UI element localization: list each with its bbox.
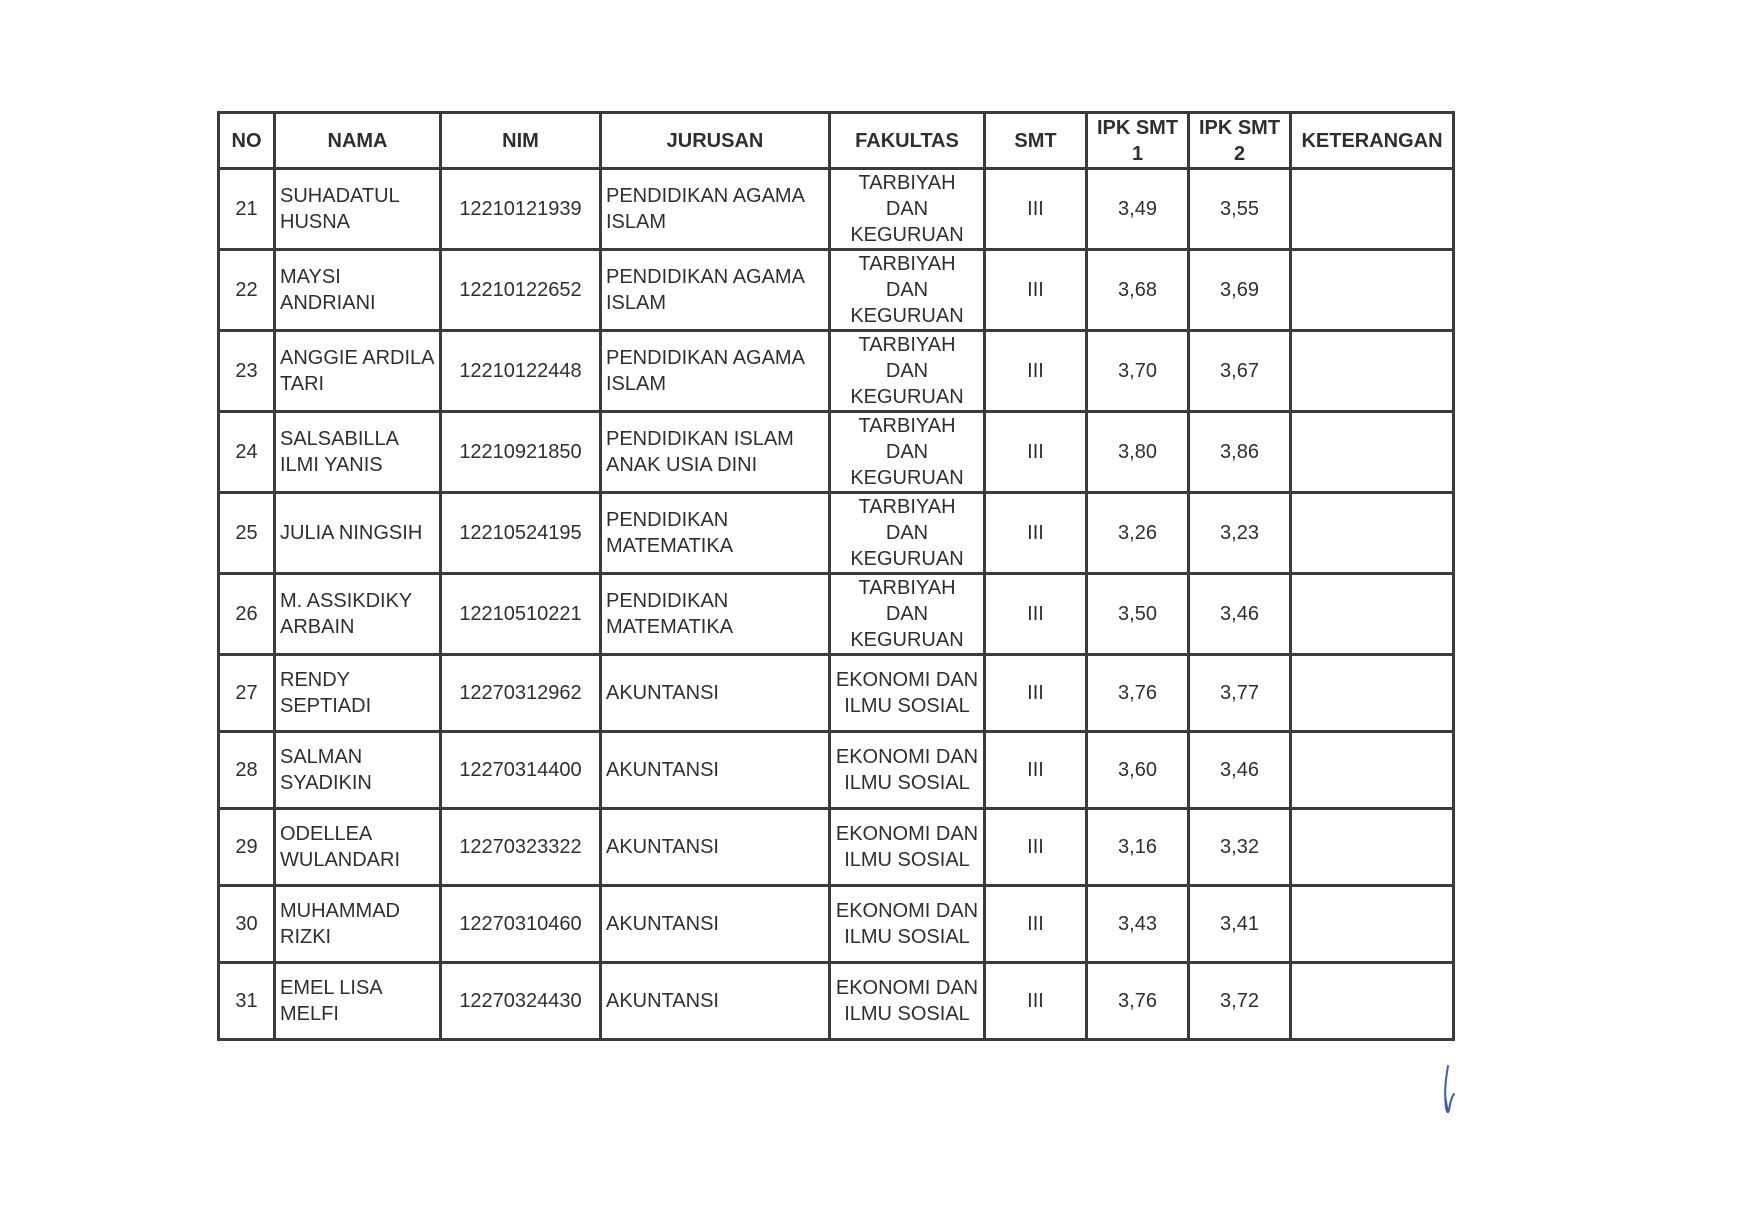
table-header xyxy=(219,113,1454,169)
cell-fakultas: TARBIYAH DAN KEGURUAN xyxy=(830,169,985,250)
header-nama: NAMA xyxy=(275,113,441,169)
header-smt: SMT xyxy=(985,113,1087,169)
cell-ipk-smt-1: 3,43 xyxy=(1087,886,1189,963)
cell-jurusan: PENDIDIKAN AGAMA ISLAM xyxy=(601,169,830,250)
cell-nama: SALMAN SYADIKIN xyxy=(275,732,441,809)
header-jurusan: JURUSAN xyxy=(601,113,830,169)
cell-nim: 12210122652 xyxy=(441,250,601,331)
cell-smt: III xyxy=(985,732,1087,809)
cell-keterangan xyxy=(1291,331,1454,412)
header-fakultas: FAKULTAS xyxy=(830,113,985,169)
cell-no: 25 xyxy=(219,493,275,574)
header-nim: NIM xyxy=(441,113,601,169)
cell-nim: 12270310460 xyxy=(441,886,601,963)
cell-smt: III xyxy=(985,412,1087,493)
cell-ipk-smt-1: 3,60 xyxy=(1087,732,1189,809)
cell-jurusan: PENDIDIKAN AGAMA ISLAM xyxy=(601,331,830,412)
cell-ipk-smt-2: 3,72 xyxy=(1189,963,1291,1040)
cell-no: 22 xyxy=(219,250,275,331)
cell-fakultas: TARBIYAH DAN KEGURUAN xyxy=(830,574,985,655)
header-ipk-smt-1: IPK SMT 1 xyxy=(1087,113,1189,169)
cell-smt: III xyxy=(985,250,1087,331)
table-row xyxy=(219,169,1454,250)
cell-ipk-smt-1: 3,76 xyxy=(1087,655,1189,732)
cell-ipk-smt-2: 3,41 xyxy=(1189,886,1291,963)
cell-ipk-smt-2: 3,46 xyxy=(1189,574,1291,655)
cell-no: 28 xyxy=(219,732,275,809)
cell-ipk-smt-2: 3,55 xyxy=(1189,169,1291,250)
cell-no: 21 xyxy=(219,169,275,250)
table-body xyxy=(219,169,1454,1040)
cell-keterangan xyxy=(1291,732,1454,809)
cell-ipk-smt-1: 3,49 xyxy=(1087,169,1189,250)
cell-smt: III xyxy=(985,574,1087,655)
cell-nama: EMEL LISA MELFI xyxy=(275,963,441,1040)
cell-keterangan xyxy=(1291,412,1454,493)
cell-no: 24 xyxy=(219,412,275,493)
cell-smt: III xyxy=(985,655,1087,732)
handwritten-initial-mark xyxy=(1434,1064,1462,1116)
cell-ipk-smt-1: 3,26 xyxy=(1087,493,1189,574)
cell-nama: JULIA NINGSIH xyxy=(275,493,441,574)
cell-ipk-smt-1: 3,50 xyxy=(1087,574,1189,655)
cell-nama: MUHAMMAD RIZKI xyxy=(275,886,441,963)
header-no: NO xyxy=(219,113,275,169)
cell-smt: III xyxy=(985,963,1087,1040)
table-row xyxy=(219,809,1454,886)
cell-smt: III xyxy=(985,809,1087,886)
cell-no: 30 xyxy=(219,886,275,963)
cell-keterangan xyxy=(1291,250,1454,331)
cell-fakultas: EKONOMI DAN ILMU SOSIAL xyxy=(830,963,985,1040)
cell-keterangan xyxy=(1291,574,1454,655)
cell-fakultas: EKONOMI DAN ILMU SOSIAL xyxy=(830,886,985,963)
cell-ipk-smt-2: 3,67 xyxy=(1189,331,1291,412)
cell-no: 23 xyxy=(219,331,275,412)
cell-jurusan: AKUNTANSI xyxy=(601,886,830,963)
cell-keterangan xyxy=(1291,169,1454,250)
cell-ipk-smt-1: 3,68 xyxy=(1087,250,1189,331)
cell-smt: III xyxy=(985,493,1087,574)
cell-keterangan xyxy=(1291,963,1454,1040)
cell-ipk-smt-1: 3,76 xyxy=(1087,963,1189,1040)
cell-keterangan xyxy=(1291,809,1454,886)
cell-jurusan: AKUNTANSI xyxy=(601,732,830,809)
cell-ipk-smt-1: 3,80 xyxy=(1087,412,1189,493)
cell-no: 29 xyxy=(219,809,275,886)
cell-fakultas: TARBIYAH DAN KEGURUAN xyxy=(830,412,985,493)
table-row xyxy=(219,331,1454,412)
cell-fakultas: TARBIYAH DAN KEGURUAN xyxy=(830,331,985,412)
cell-keterangan xyxy=(1291,655,1454,732)
cell-jurusan: PENDIDIKAN MATEMATIKA xyxy=(601,574,830,655)
cell-jurusan: PENDIDIKAN AGAMA ISLAM xyxy=(601,250,830,331)
cell-jurusan: PENDIDIKAN ISLAM ANAK USIA DINI xyxy=(601,412,830,493)
table-row xyxy=(219,732,1454,809)
cell-jurusan: AKUNTANSI xyxy=(601,809,830,886)
header-ipk-smt-2: IPK SMT 2 xyxy=(1189,113,1291,169)
cell-smt: III xyxy=(985,331,1087,412)
cell-fakultas: EKONOMI DAN ILMU SOSIAL xyxy=(830,809,985,886)
cell-nim: 12210122448 xyxy=(441,331,601,412)
cell-ipk-smt-1: 3,70 xyxy=(1087,331,1189,412)
cell-smt: III xyxy=(985,169,1087,250)
cell-nim: 12270314400 xyxy=(441,732,601,809)
cell-nim: 12270324430 xyxy=(441,963,601,1040)
header-keterangan: KETERANGAN xyxy=(1291,113,1454,169)
cell-jurusan: AKUNTANSI xyxy=(601,655,830,732)
cell-nim: 12210510221 xyxy=(441,574,601,655)
cell-ipk-smt-2: 3,23 xyxy=(1189,493,1291,574)
cell-ipk-smt-2: 3,86 xyxy=(1189,412,1291,493)
cell-ipk-smt-1: 3,16 xyxy=(1087,809,1189,886)
cell-jurusan: AKUNTANSI xyxy=(601,963,830,1040)
table-row xyxy=(219,886,1454,963)
cell-fakultas: TARBIYAH DAN KEGURUAN xyxy=(830,493,985,574)
cell-nama: MAYSI ANDRIANI xyxy=(275,250,441,331)
table-row xyxy=(219,493,1454,574)
cell-nama: SALSABILLA ILMI YANIS xyxy=(275,412,441,493)
cell-ipk-smt-2: 3,32 xyxy=(1189,809,1291,886)
cell-no: 27 xyxy=(219,655,275,732)
cell-nama: RENDY SEPTIADI xyxy=(275,655,441,732)
cell-jurusan: PENDIDIKAN MATEMATIKA xyxy=(601,493,830,574)
header-row xyxy=(219,113,1454,169)
cell-keterangan xyxy=(1291,886,1454,963)
cell-no: 26 xyxy=(219,574,275,655)
cell-nim: 12270312962 xyxy=(441,655,601,732)
cell-nim: 12210121939 xyxy=(441,169,601,250)
cell-nama: M. ASSIKDIKY ARBAIN xyxy=(275,574,441,655)
cell-ipk-smt-2: 3,69 xyxy=(1189,250,1291,331)
student-gpa-table xyxy=(217,111,1455,1041)
table-row xyxy=(219,250,1454,331)
cell-nama: ANGGIE ARDILA TARI xyxy=(275,331,441,412)
cell-nama: ODELLEA WULANDARI xyxy=(275,809,441,886)
table-row xyxy=(219,655,1454,732)
cell-nama: SUHADATUL HUSNA xyxy=(275,169,441,250)
cell-keterangan xyxy=(1291,493,1454,574)
cell-fakultas: EKONOMI DAN ILMU SOSIAL xyxy=(830,732,985,809)
cell-fakultas: TARBIYAH DAN KEGURUAN xyxy=(830,250,985,331)
table-row xyxy=(219,963,1454,1040)
cell-ipk-smt-2: 3,46 xyxy=(1189,732,1291,809)
cell-fakultas: EKONOMI DAN ILMU SOSIAL xyxy=(830,655,985,732)
table-row xyxy=(219,412,1454,493)
table-row xyxy=(219,574,1454,655)
cell-nim: 12270323322 xyxy=(441,809,601,886)
cell-ipk-smt-2: 3,77 xyxy=(1189,655,1291,732)
cell-smt: III xyxy=(985,886,1087,963)
cell-no: 31 xyxy=(219,963,275,1040)
cell-nim: 12210524195 xyxy=(441,493,601,574)
cell-nim: 12210921850 xyxy=(441,412,601,493)
